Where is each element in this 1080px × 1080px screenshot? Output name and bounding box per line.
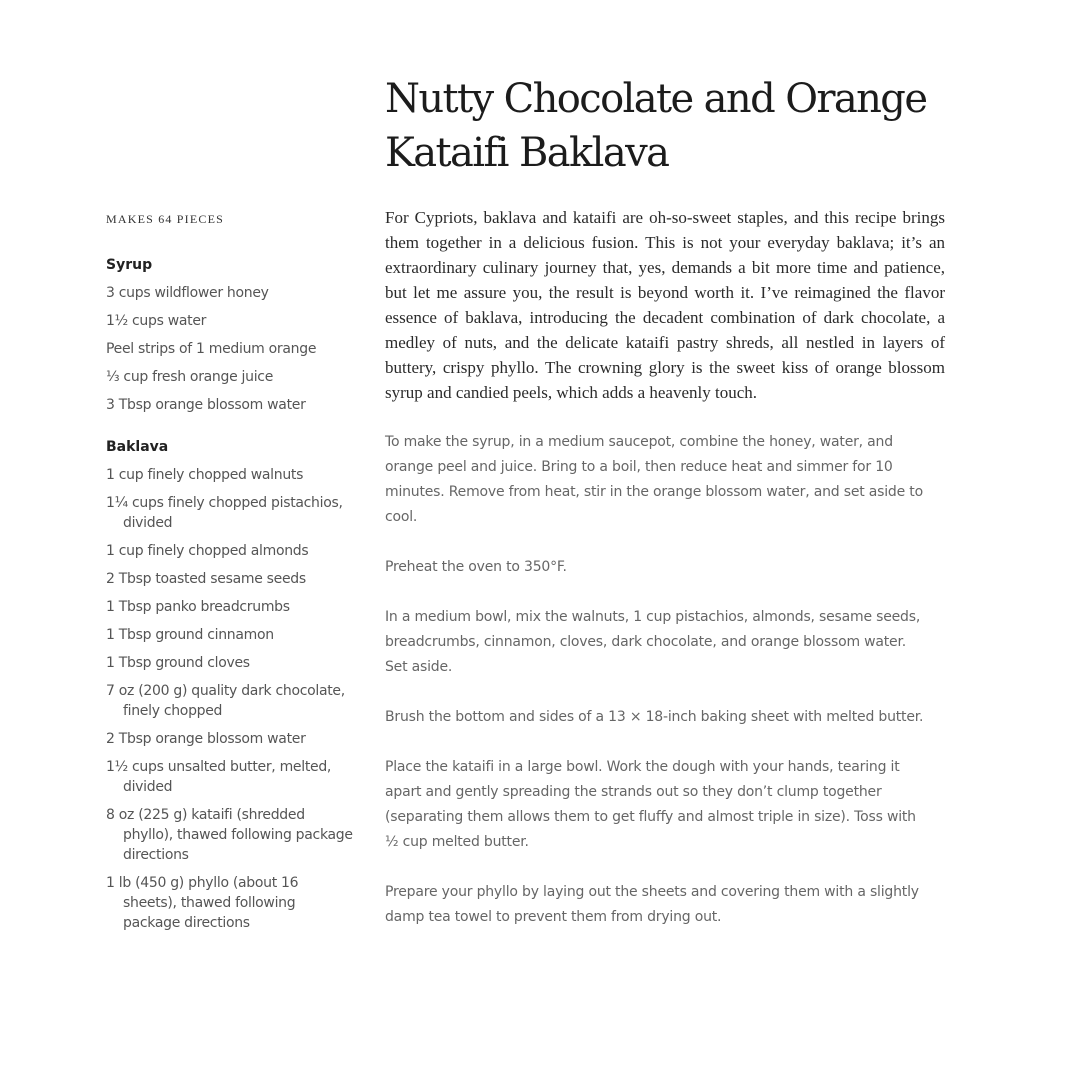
ingredient-item: 1 Tbsp panko breadcrumbs: [106, 599, 290, 615]
recipe-body: [385, 205, 965, 955]
ingredient-item: 1 lb (450 g) phyllo (about 16 sheets), thawed following package directions: [106, 875, 299, 931]
baklava-ingredient-list: [106, 465, 356, 933]
baklava-heading: Baklava: [106, 439, 169, 455]
method-step: In a medium bowl, mix the walnuts, 1 cup pistachios, almonds, sesame seeds, breadcrumbs, cinnamon, cloves, dark chocolate, and orange blossom water. Set aside.: [385, 609, 921, 675]
method-step: Preheat the oven to 350°F.: [385, 559, 567, 575]
syrup-ingredient-list: [106, 283, 356, 415]
ingredient-item: 1 cup finely chopped walnuts: [106, 467, 304, 483]
method-step: Place the kataifi in a large bowl. Work the dough with your hands, tearing it apart and gently spreading the strands out so they don’t clump together (separating them allows them to get fluffy and almost triple in size). Toss with ½ cup melted butter.: [385, 759, 916, 850]
method-step: Prepare your phyllo by laying out the sheets and covering them with a slightly damp tea towel to prevent them from drying out.: [385, 884, 919, 925]
recipe-title: [385, 72, 1025, 180]
recipe-title-line-2: Kataifi Baklava: [385, 130, 669, 176]
ingredient-item: 2 Tbsp orange blossom water: [106, 731, 306, 747]
ingredients-sidebar: [106, 211, 356, 941]
ingredient-item: 1¼ cups finely chopped pistachios, divided: [106, 495, 343, 531]
ingredient-item: 1 Tbsp ground cinnamon: [106, 627, 274, 643]
ingredient-item: Peel strips of 1 medium orange: [106, 341, 317, 357]
recipe-yield: MAKES 64 PIECES: [106, 212, 225, 226]
baklava-ingredient-group: [106, 437, 356, 933]
ingredient-item: 2 Tbsp toasted sesame seeds: [106, 571, 306, 587]
ingredient-item: 1 Tbsp ground cloves: [106, 655, 250, 671]
ingredient-item: 1½ cups water: [106, 313, 207, 329]
ingredient-item: 1 cup finely chopped almonds: [106, 543, 309, 559]
ingredient-item: ⅓ cup fresh orange juice: [106, 369, 274, 385]
ingredient-item: 3 cups wildflower honey: [106, 285, 269, 301]
ingredient-item: 1½ cups unsalted butter, melted, divided: [106, 759, 332, 795]
ingredient-item: 8 oz (225 g) kataifi (shredded phyllo), thawed following package directions: [106, 807, 353, 863]
ingredient-item: 7 oz (200 g) quality dark chocolate, finely chopped: [106, 683, 345, 719]
method-step: Brush the bottom and sides of a 13 × 18-inch baking sheet with melted butter.: [385, 709, 924, 725]
recipe-intro: For Cypriots, baklava and kataifi are oh-so-sweet staples, and this recipe brings them together in a delicious fusion. This is not your everyday baklava; it’s an extraordinary culinary journey that, yes, demands a bit more time and patience, but let me assure you, the result is beyond worth it. I’ve reimagined the flavor essence of baklava, introducing the decadent combination of dark chocolate, a medley of nuts, and the delicate kataifi pastry shreds, all nestled in layers of buttery, crispy phyllo. The crowning glory is the sweet kiss of orange blossom syrup and candied peels, which adds a heavenly touch.: [385, 208, 945, 402]
method-step: To make the syrup, in a medium saucepot, combine the honey, water, and orange peel and juice. Bring to a boil, then reduce heat and simmer for 10 minutes. Remove from heat, stir in the orange blossom water, and set aside to cool.: [385, 434, 923, 525]
ingredient-item: 3 Tbsp orange blossom water: [106, 397, 306, 413]
syrup-heading: Syrup: [106, 257, 153, 273]
recipe-title-line-1: Nutty Chocolate and Orange: [385, 76, 927, 122]
syrup-ingredient-group: [106, 255, 356, 415]
